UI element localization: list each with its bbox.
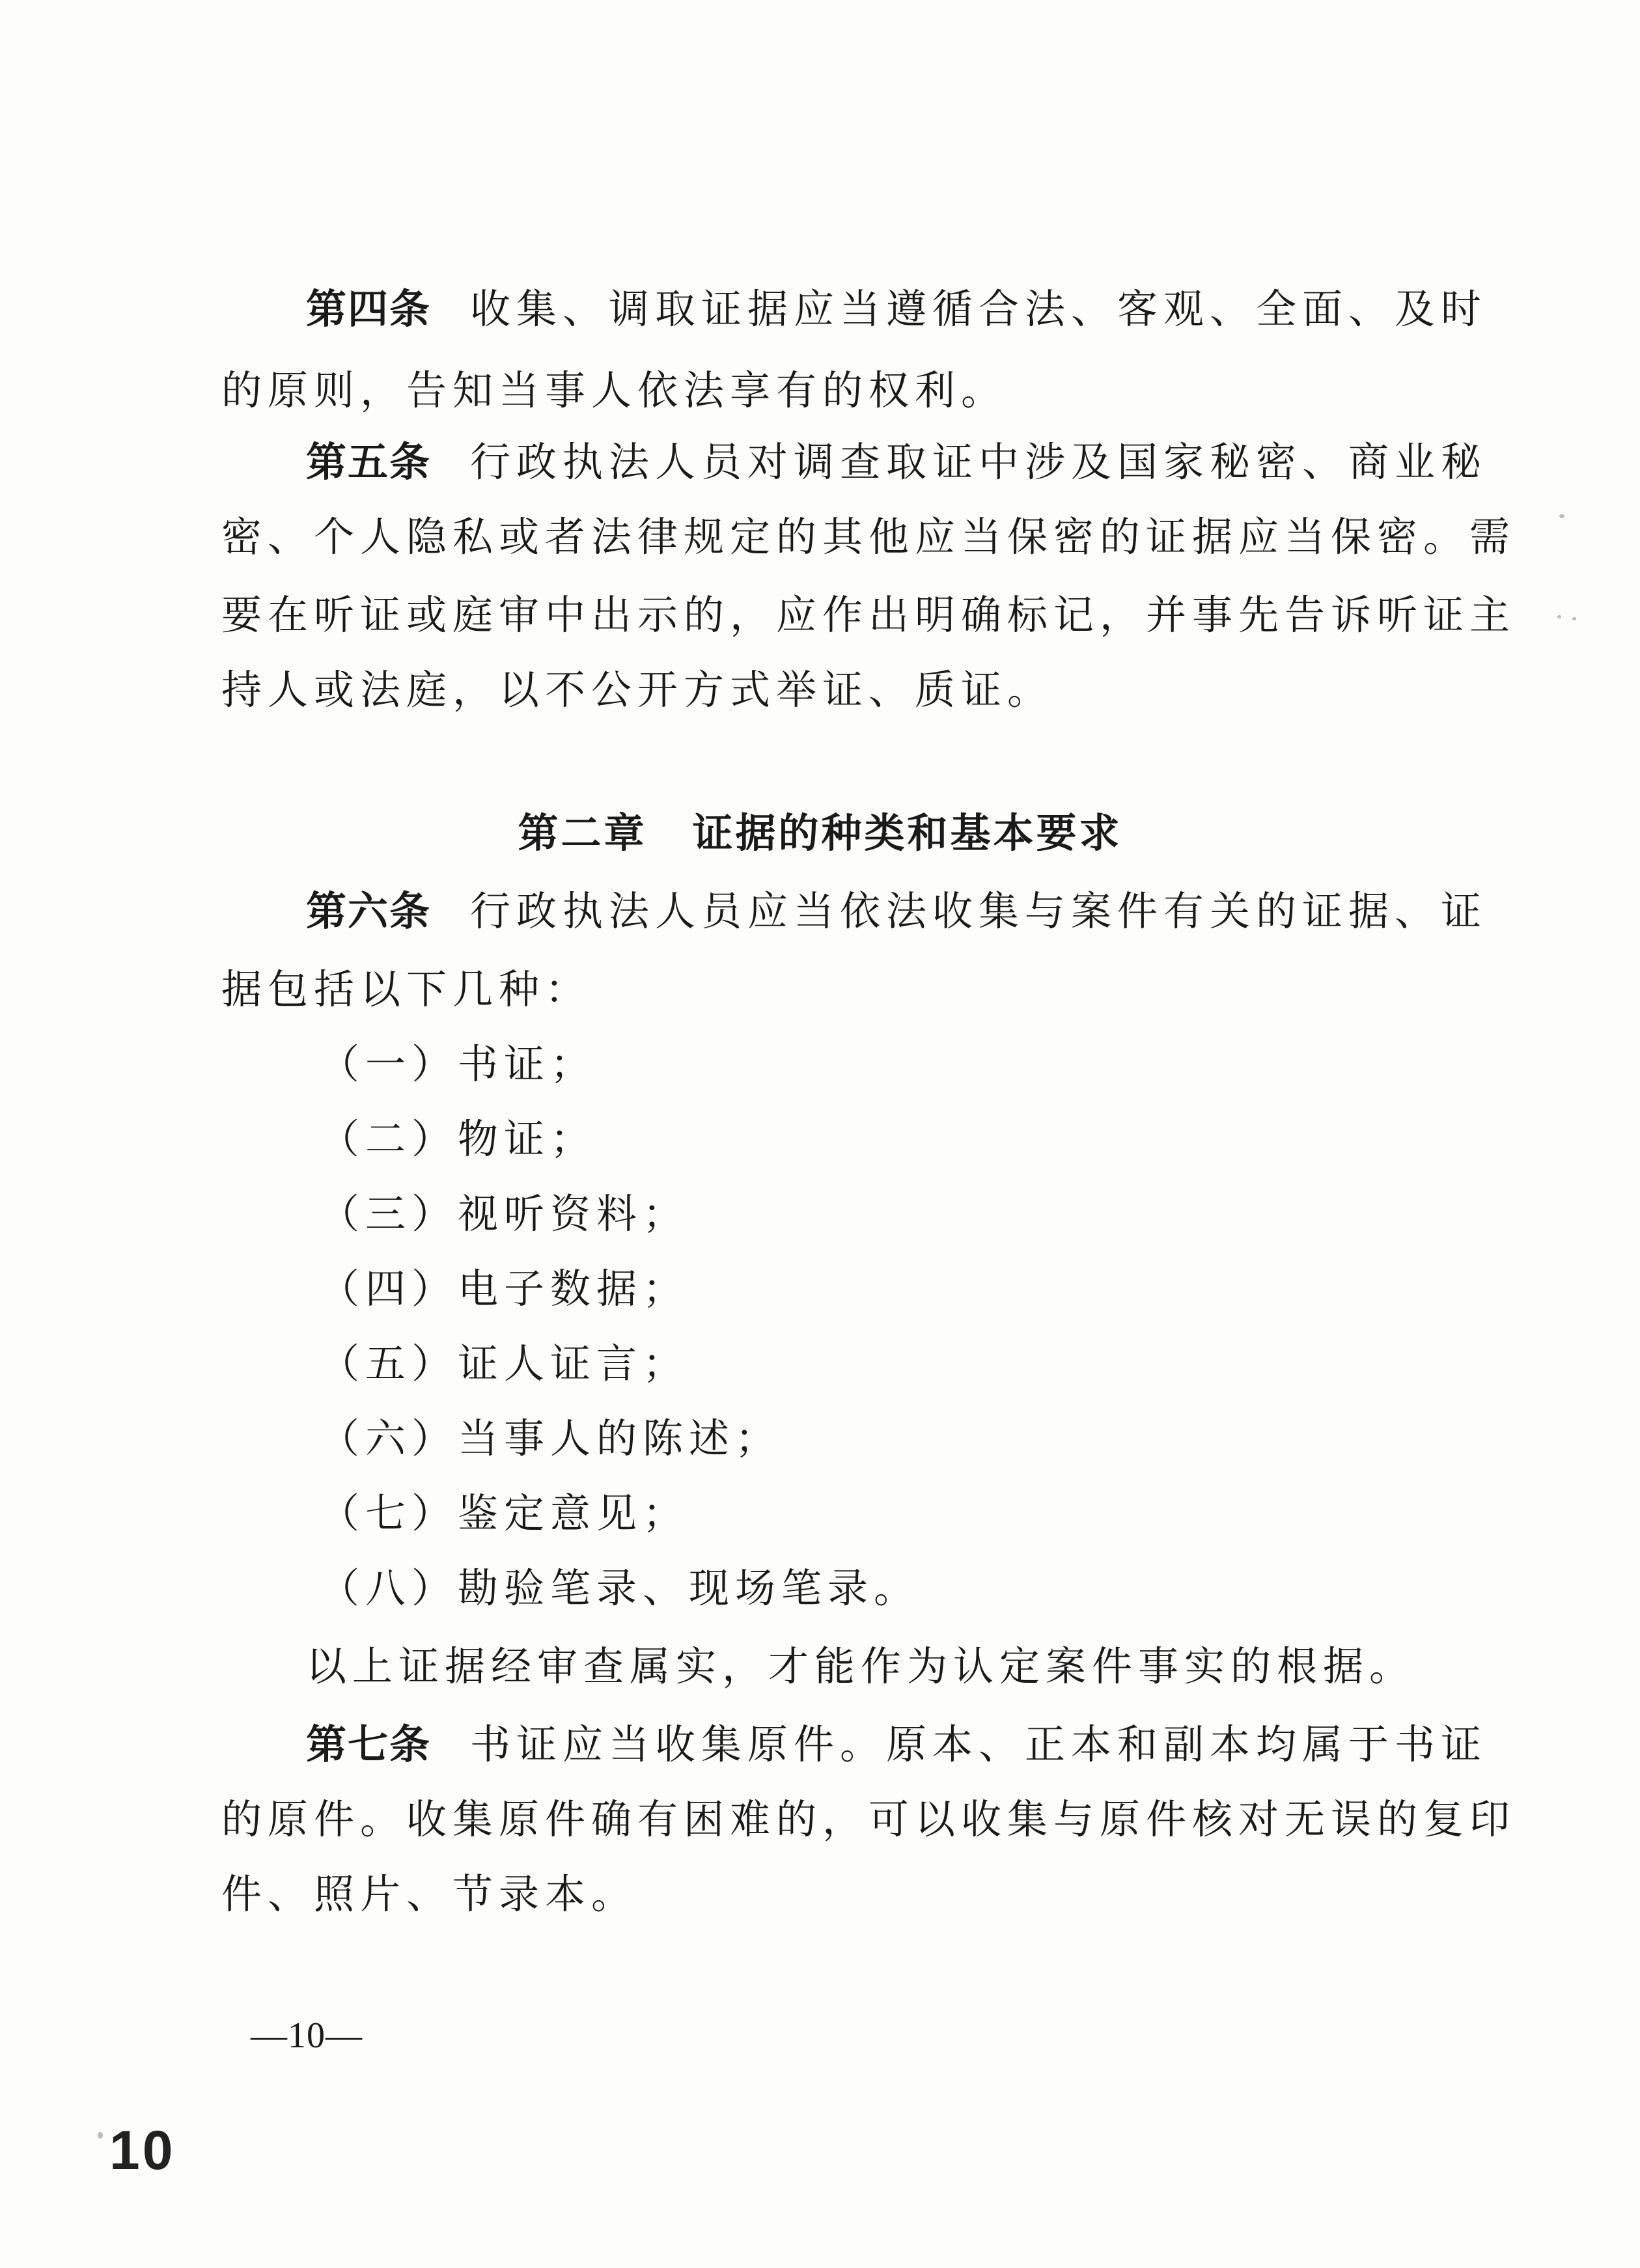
scan-page-number: 10: [109, 2120, 176, 2181]
article-7-line-2: 的原件。收集原件确有困难的，可以收集与原件核对无误的复印: [221, 1795, 1516, 1843]
list-item: （三）视听资料；: [319, 1190, 689, 1238]
list-item: （六）当事人的陈述；: [319, 1415, 782, 1462]
list-item: （八）勘验笔录、现场笔录。: [319, 1564, 921, 1612]
list-item: （一）书证；: [319, 1040, 597, 1088]
page-number: —10—: [251, 2015, 363, 2056]
article-5-line-3: 要在听证或庭审中出示的，应作出明确标记，并事先告诉听证主: [221, 591, 1516, 639]
article-6-line-2: 据包括以下几种：: [221, 965, 592, 1013]
article-5-line-2: 密、个人隐私或者法律规定的其他应当保密的证据应当保密。需: [221, 513, 1516, 560]
article-6-closing: 以上证据经审查属实，才能作为认定案件事实的根据。: [306, 1642, 1416, 1690]
article-7-label: 第七条: [306, 1721, 432, 1768]
article-4-line-2: 的原则，告知当事人依法享有的权利。: [221, 366, 1008, 414]
list-item: （五）证人证言；: [319, 1340, 689, 1387]
article-5-label: 第五条: [306, 438, 432, 486]
article-5-line-1: [306, 436, 1517, 488]
list-item: （四）电子数据；: [319, 1265, 689, 1312]
scan-speck: [98, 2132, 103, 2138]
article-5-line-4: 持人或法庭，以不公开方式举证、质证。: [221, 666, 1054, 713]
article-6-label: 第六条: [306, 887, 432, 935]
article-5-text-1: 行政执法人员对调查取证中涉及国家秘密、商业秘: [470, 438, 1488, 486]
scan-speck: [1572, 617, 1576, 620]
article-6-text-1: 行政执法人员应当依法收集与案件有关的证据、证: [470, 887, 1488, 935]
article-4-text-1: 收集、调取证据应当遵循合法、客观、全面、及时: [470, 285, 1488, 333]
scan-speck: [1559, 514, 1564, 518]
article-7-text-1: 书证应当收集原件。原本、正本和副本均属于书证: [470, 1721, 1488, 1768]
article-4-label: 第四条: [306, 285, 432, 333]
chapter-title: 证据的种类和基本要求: [692, 809, 1122, 857]
list-item: （七）鉴定意见；: [319, 1489, 689, 1537]
chapter-heading: [0, 807, 1640, 859]
chapter-number: 第二章: [518, 809, 647, 857]
list-item: （二）物证；: [319, 1115, 597, 1163]
article-6-line-1: [306, 885, 1517, 937]
article-7-line-3: 件、照片、节录本。: [221, 1870, 638, 1918]
article-4-line-1: [306, 283, 1517, 335]
article-7-line-1: [306, 1719, 1517, 1771]
scan-speck: [1557, 615, 1561, 618]
